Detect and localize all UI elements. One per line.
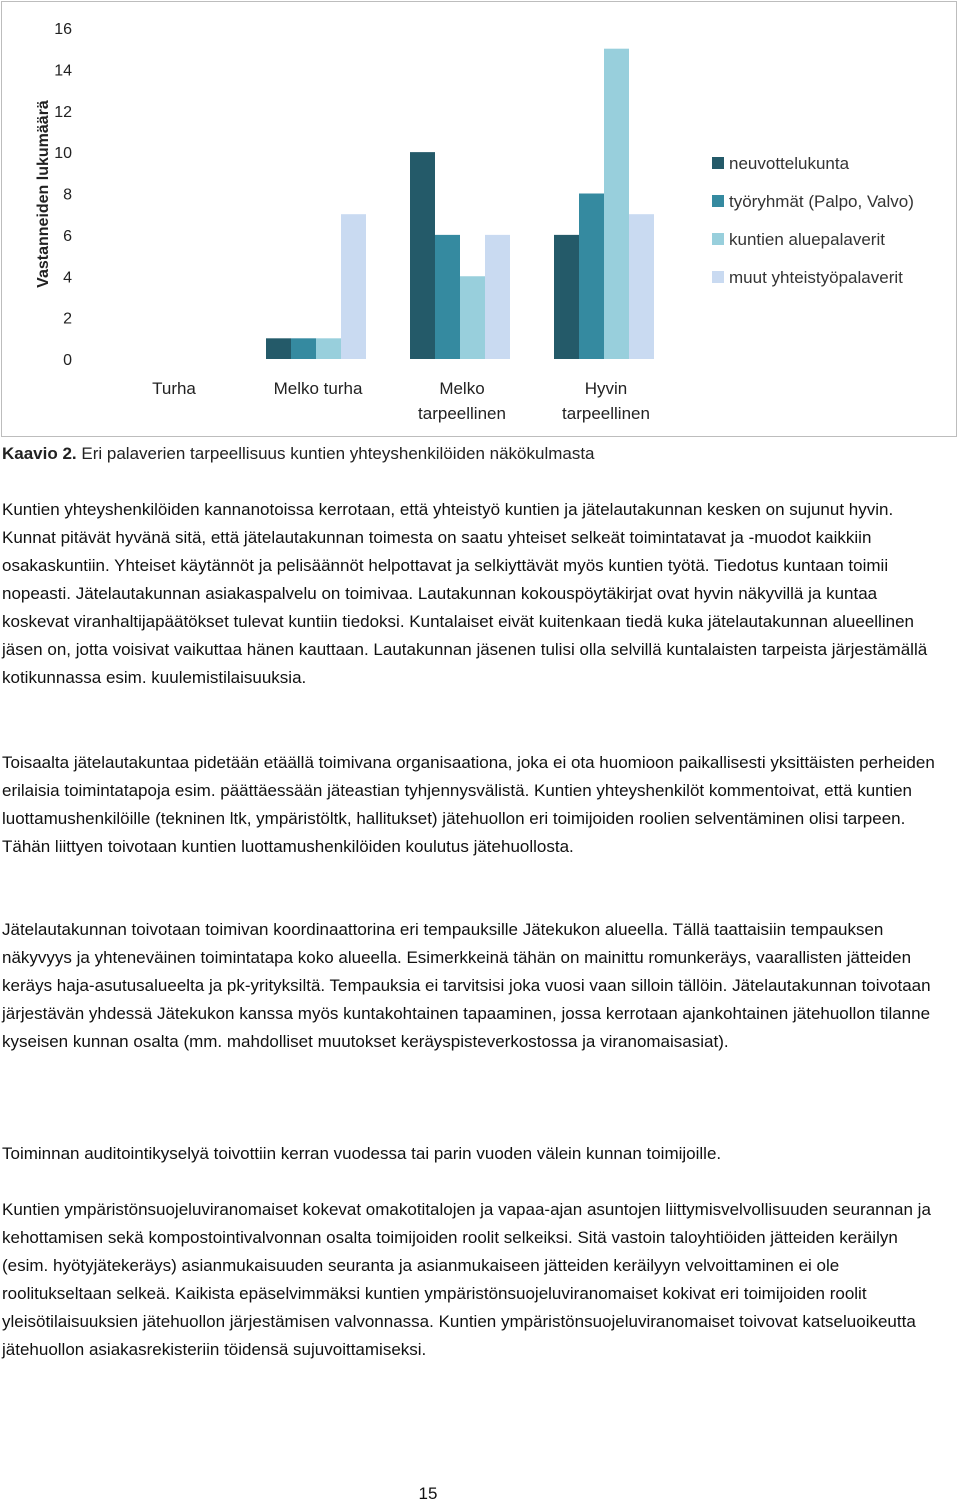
bar-3-2 xyxy=(316,338,341,359)
caption-label: Kaavio 2. xyxy=(2,444,77,463)
y-tick-label: 4 xyxy=(63,269,72,287)
y-tick-label: 12 xyxy=(54,103,72,121)
legend-swatch xyxy=(712,195,724,207)
bar-3-3 xyxy=(460,276,485,359)
paragraph-1: Kuntien yhteyshenkilöiden kannanotoissa kerrotaan, että yhteistyö kuntien ja jätelautakunnan kesken on sujunut hyvin. Kunnat pitävät hyvänä sitä, että jätelautakunnan toimesta on saatu yhteiset selkeät toimintatavat ja -muodot kaikkiin osakaskuntiin. Yhteiset käytännöt ja pelisäännöt helpottavat ja selkiyttävät myös kuntien työtä. Tiedotus kuntaan toimii nopeasti. Jätelautakunnan asiakaspalvelu on toimivaa. Lautakunnan kokouspöytäkirjat ovat hyvin näkyvillä ja kuntaa koskevat viranhaltijapäätökset tulevat kuntiin tiedoksi. Kuntalaiset eivät kuitenkaan tiedä kuka jätelautakunnan alueellinen jäsen on, jotta voisivat vaikuttaa hänen kauttaan. Lautakunnan jäsenen tulisi olla selvillä kuntalaisten tarpeista järjestämällä kotikunnassa esim. kuulemistilaisuuksia. xyxy=(2,500,928,687)
legend-swatch xyxy=(712,233,724,245)
bar-chart xyxy=(2,2,958,438)
legend-label: kuntien aluepalaverit xyxy=(729,230,885,249)
y-tick-label: 8 xyxy=(63,186,72,204)
x-category-label: Melko tarpeellinen xyxy=(418,379,506,423)
x-category-label: Turha xyxy=(152,379,196,398)
legend-swatch xyxy=(712,157,724,169)
y-tick-label: 0 xyxy=(63,352,72,369)
figure-caption xyxy=(2,444,595,464)
bar-4-3 xyxy=(485,235,510,359)
legend-label: työryhmät (Palpo, Valvo) xyxy=(729,192,914,211)
y-tick-label: 6 xyxy=(63,227,72,245)
caption-text: Eri palaverien tarpeellisuus kuntien yhteyshenkilöiden näkökulmasta xyxy=(76,444,595,463)
page-number: 15 xyxy=(418,1484,438,1503)
paragraph-5: Kuntien ympäristönsuojeluviranomaiset kokevat omakotitalojen ja vapaa-ajan asuntojen liittymisvelvollisuuden seurannan ja kehottamisen sekä kompostointivalvonnan osalta toimijoiden roolit selkeiksi. Sitä vastoin taloyhtiöiden jätteiden keräilyn (esim. hyötyjätekeräys) asianmukaisuuden seuranta ja asianmukaiseen jätteiden keräilyyn velvoittaminen ei ole roolitukseltaan selkeä. Kaikista epäselvimmäksi kuntien ympäristönsuojeluviranomaiset kokivat eri toimijoiden roolit yleisötilaisuuksien jätehuollon järjestämisen valvonnassa. Kuntien ympäristönsuojeluviranomaiset toivovat katseluoikeutta jätehuollon asiakasrekisteriin töidensä sujuvoittamiseksi. xyxy=(2,1200,931,1359)
y-tick-label: 10 xyxy=(54,145,72,163)
bar-1-3 xyxy=(410,152,435,359)
x-category-label: Hyvin tarpeellinen xyxy=(562,379,650,423)
x-category-label: Melko turha xyxy=(273,379,363,398)
legend-label: muut yhteistyöpalaverit xyxy=(729,268,903,287)
bar-1-4 xyxy=(554,235,579,359)
bar-2-3 xyxy=(435,235,460,359)
paragraph-4: Toiminnan auditointikyselyä toivottiin kerran vuodessa tai parin vuoden välein kunnan toimijoille. xyxy=(2,1144,722,1163)
bar-1-2 xyxy=(266,338,291,359)
bar-3-4 xyxy=(604,49,629,359)
legend-label: neuvottelukunta xyxy=(729,154,850,173)
chart-container xyxy=(1,1,957,437)
legend-swatch xyxy=(712,271,724,283)
paragraph-3: Jätelautakunnan toivotaan toimivan koordinaattorina eri tempauksille Jätekukon alueella. Tällä taattaisiin tempauksen näkyvyys ja yhteneväinen toimintatapa koko alueella. Esimerkkeinä tähän on mainittu romunkeräys, vaarallisten jätteiden keräys haja-asutusalueelta ja pk-yrityksiltä. Tempauksia ei tarvitsisi joka vuosi vaan silloin tällöin. Jätelautakunnan toivotaan järjestävän yhdessä Jätekukon kanssa myös kuntakohtainen tapaaminen, jossa kerrotaan ajankohtainen jätehuollon tilanne kyseisen kunnan osalta (mm. mahdolliset muutokset keräyspisteverkostossa ja viranomaisasiat). xyxy=(2,920,931,1051)
bar-2-2 xyxy=(291,338,316,359)
bar-4-2 xyxy=(341,214,366,359)
bar-4-4 xyxy=(629,214,654,359)
y-tick-label: 14 xyxy=(54,62,72,80)
y-tick-label: 2 xyxy=(63,310,72,328)
y-tick-label: 16 xyxy=(54,21,72,38)
y-axis-title: Vastanneiden lukumäärä xyxy=(35,100,52,288)
bar-2-4 xyxy=(579,194,604,360)
paragraph-2: Toisaalta jätelautakuntaa pidetään etäällä toimivana organisaationa, joka ei ota huomioon paikallisesti yksittäisten perheiden erilaisia toimintatapoja esim. päättäessään jäteastian tyhjennysvälistä. Kuntien yhteyshenkilöt kommentoivat, että kuntien luottamushenkilöille (tekninen ltk, ympäristöltk, hallitukset) jätehuollon eri toimijoiden roolien selventäminen olisi tarpeen. Tähän liittyen toivotaan kuntien luottamushenkilöiden koulutus jätehuollosta. xyxy=(2,753,935,856)
